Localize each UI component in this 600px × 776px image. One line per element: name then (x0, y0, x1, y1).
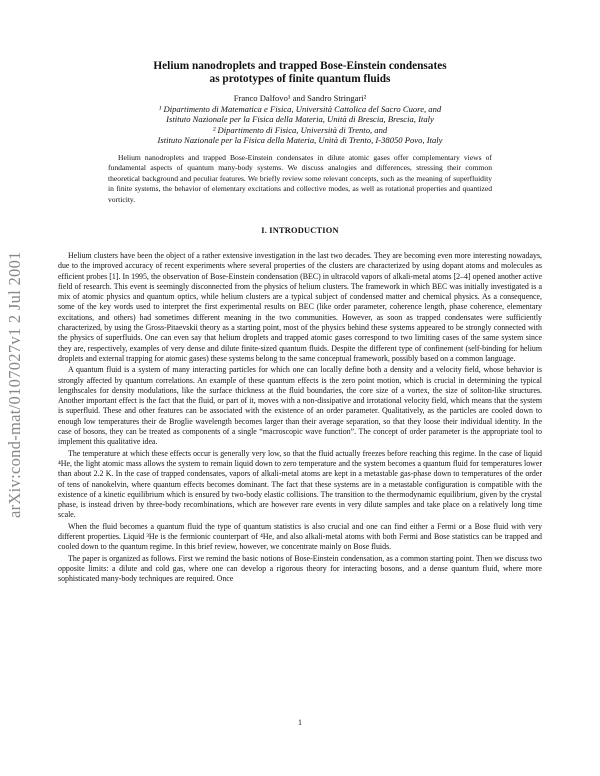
paragraph: Helium clusters have been the object of a rather extensive investigation in the last two decades. They are becoming even more interesting nowadays, due to the improved accuracy of recent experiments where several properties of the clusters are characterized by using dopant atoms and molecules as efficient probes [1]. In 1995, the observation of Bose-Einstein condensation (BEC) in ultracold vapors of alkali-metal atoms [2–4] opened another active field of research. This event is seemingly disconnected from the physics of helium clusters. The framework in which BEC was initially investigated is a mix of atomic physics and quantum optics, while helium clusters are a typical subject of condensed matter and chemical physics. As a consequence, some of the key words used to interpret the first experimental results on BEC (like order parameter, coherence length, phase coherence, elementary excitations, and others) had sometimes different meaning in the two communities. However, as soon as trapped condensates were sufficiently characterized, by using the Gross-Pitaevskii theory as a starting point, most of the physics behind these systems appeared to be strongly connected with the physics of superfluids. One can even say that helium droplets and trapped atomic gases correspond to two limiting cases of the same system since they are, respectively, examples of very dense and dilute finite-sized quantum fluids. Despite the different type of confinement (self-binding for helium droplets and external trapping for atomic gases) these systems belong to the same conceptual framework, possibly based on a common language. (58, 251, 542, 363)
abstract: Helium nanodroplets and trapped Bose-Einstein condensates in dilute atomic gases offer complementary views of fundamental aspects of quantum many-body systems. We discuss analogies and differences, stressing their common theoretical background and peculiar features. We briefly review some relevant concepts, such as the meaning of superfluidity in finite systems, the behavior of elementary excitations and collective modes, as well as rotational properties and quantized vorticity. (108, 153, 492, 204)
body-text (58, 251, 542, 585)
arxiv-identifier-stamp: arXiv:cond-mat/0107027v1 2 Jul 2001 (5, 251, 24, 519)
affiliation-line: Istituto Nazionale per la Fisica della Materia, Unità di Trento, I-38050 Povo, Italy (157, 135, 443, 146)
paragraph: A quantum fluid is a system of many interacting particles for which one can locally define both a density and a velocity field, whose behavior is strongly affected by quantum correlations. An example of these quantum effects is the zero point motion, which is crucial in determining the typical lengthscales for density modulations, like the surface thickness at the fluid boundaries, the core size of a vortex, the size of soliton-like structures. Another important effect is the fact that the fluid, or part of it, moves with a non-dissipative and irrotational velocity field, which means that the system is superfluid. These and other features can be associated with the existence of an order parameter. Qualitatively, as the particles are cooled down to enough low temperatures their de Broglie wavelength becomes larger than their average separation, so that they loose their individual identity. In the case of bosons, they can be treated as components of a single “macroscopic wave function”. The concept of order parameter is the appropriate tool to implement this qualitative idea. (58, 365, 542, 447)
page-number: 1 (298, 718, 302, 727)
author-names: Franco Dalfovo¹ and Sandro Stringari² (233, 93, 367, 103)
paragraph: When the fluid becomes a quantum fluid the type of quantum statistics is also crucial and one can find either a Fermi or a Bose fluid with very different properties. Liquid ³He is the fermionic counterpart of ⁴He, and also alkali-metal atoms with both Fermi and Bose statistics can be trapped and cooled down to the quantum regime. In this brief review, however, we concentrate mainly on Bose fluids. (58, 521, 542, 552)
affiliation-line: ² Dipartimento di Fisica, Università di Trento, and (212, 124, 388, 135)
paragraph: The temperature at which these effects occur is generally very low, so that the fluid actually freezes before reaching this regime. In the case of liquid ⁴He, the light atomic mass allows the system to remain liquid down to zero temperature and the system becomes a quantum fluid for temperatures lower than about 2.2 K. In the case of trapped condensates, vapors of alkali-metal atoms are kept in a metastable gas-phase down to temperatures of the order of tens of nanokelvin, where quantum effects becomes dominant. The fact that these systems are in a metastable configuration is compatible with the existence of a kinetic equilibrium which is ensured by two-body elastic collisions. The transition to the thermodynamic equilibrium, given by the crystal phase, is instead driven by three-body recombinations, which are however rare events in very dilute samples and take place on a relatively long time scale. (58, 448, 542, 520)
affiliation-line: Istituto Nazionale per la Fisica della Materia, Unità di Brescia, Brescia, Italy (166, 114, 434, 125)
paper-title (60, 60, 540, 86)
paragraph: The paper is organized as follows. First we remind the basic notions of Bose-Einstein condensation, as a common starting point. Then we discuss two opposite limits: a dilute and cold gas, where one can develop a rigorous theory for interacting bosons, and a dense quantum fluid, where more sophisticated many-body techniques are required. Once (58, 553, 542, 584)
title-line-1: Helium nanodroplets and trapped Bose-Einstein condensates (153, 60, 447, 72)
title-line-2: as prototypes of finite quantum fluids (209, 73, 391, 85)
affiliation-line: ¹ Dipartimento di Matematica e Fisica, Università Cattolica del Sacro Cuore, and (158, 103, 442, 114)
author-block (60, 93, 540, 146)
section-heading: I. INTRODUCTION (261, 226, 339, 235)
